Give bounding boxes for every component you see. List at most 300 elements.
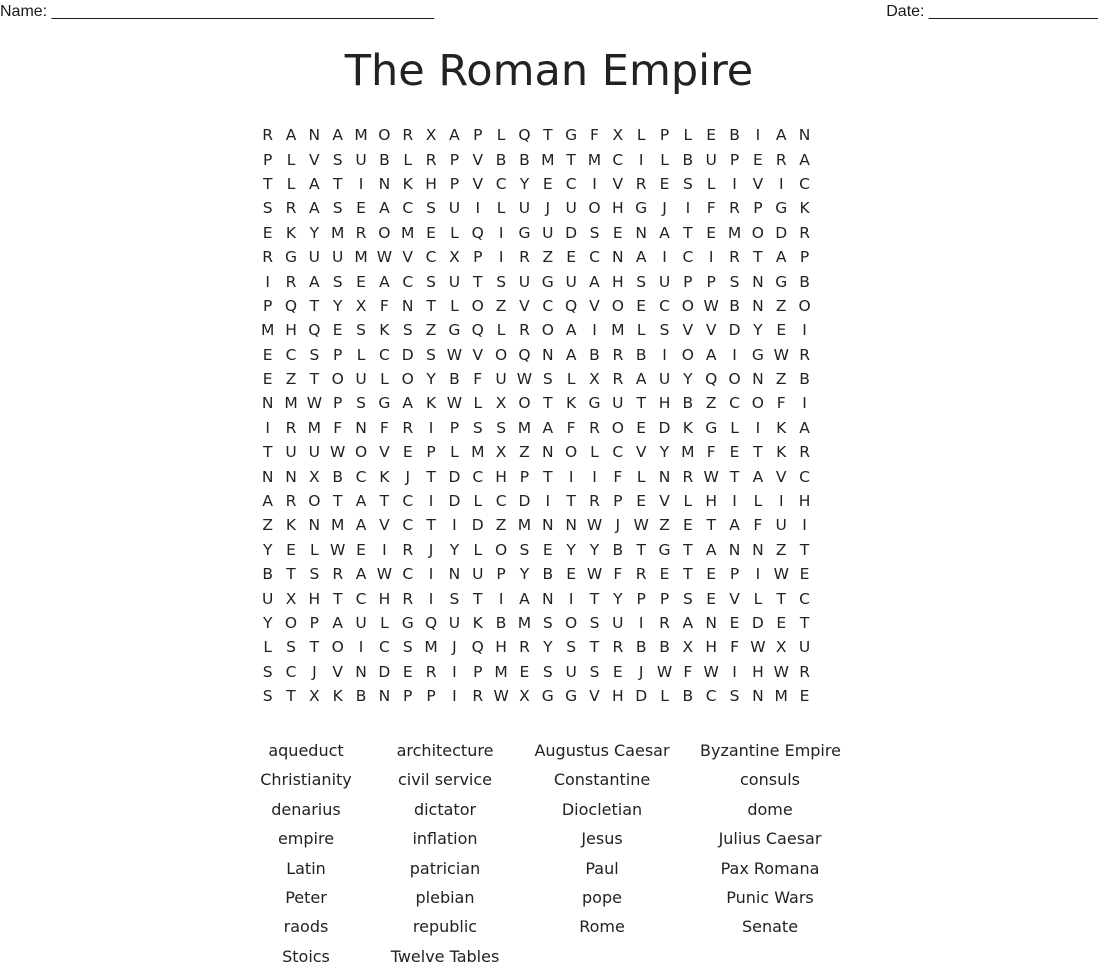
grid-letter: L: [380, 370, 389, 389]
grid-letter: F: [613, 467, 623, 486]
word-bank-item: Twelve Tables: [390, 946, 500, 966]
grid-letter: D: [518, 492, 531, 511]
grid-letter: A: [799, 418, 810, 437]
grid-letter: Z: [542, 248, 554, 267]
grid-letter: W: [446, 345, 463, 364]
grid-letter: O: [611, 418, 624, 437]
grid-letter: T: [332, 492, 343, 511]
grid-row: [256, 440, 816, 464]
grid-letter: R: [472, 687, 484, 706]
grid-letter: Q: [565, 296, 578, 315]
grid-letter: V: [682, 321, 694, 340]
grid-row: [256, 416, 816, 440]
grid-letter: E: [356, 272, 366, 291]
grid-letter: A: [355, 516, 367, 535]
grid-letter: R: [612, 345, 624, 364]
grid-letter: N: [401, 296, 414, 315]
grid-letter: R: [589, 492, 600, 511]
grid-letter: L: [730, 418, 739, 437]
grid-letter: I: [452, 687, 457, 706]
grid-letter: W: [376, 248, 393, 267]
grid-letter: H: [798, 492, 811, 511]
grid-letter: S: [542, 614, 553, 632]
grid-letter: T: [262, 174, 273, 193]
grid-letter: U: [542, 223, 554, 242]
grid-letter: A: [309, 272, 320, 291]
grid-letter: E: [706, 223, 717, 242]
grid-letter: Y: [262, 540, 273, 559]
grid-letter: D: [448, 492, 461, 511]
grid-letter: L: [450, 223, 459, 242]
grid-letter: G: [775, 199, 788, 218]
word-bank-item: Byzantine Empire: [700, 741, 841, 760]
word-bank-item: plebian: [415, 887, 475, 907]
grid-letter: E: [706, 126, 717, 145]
grid-letter: O: [308, 492, 321, 511]
grid-letter: C: [378, 345, 390, 364]
grid-letter: N: [355, 662, 367, 681]
grid-letter: U: [355, 150, 367, 169]
grid-letter: G: [541, 687, 554, 706]
grid-letter: S: [729, 272, 740, 291]
grid-letter: R: [519, 248, 530, 267]
grid-letter: T: [309, 370, 320, 389]
grid-letter: C: [659, 296, 670, 315]
grid-letter: R: [262, 126, 274, 145]
grid-letter: Z: [775, 296, 787, 315]
date-field: Date: ___________________: [886, 3, 1098, 20]
grid-letter: W: [750, 638, 766, 657]
grid-letter: P: [449, 150, 460, 169]
grid-letter: B: [635, 638, 647, 657]
grid-letter: U: [612, 394, 624, 413]
grid-letter: U: [308, 248, 321, 267]
grid-letter: I: [382, 540, 387, 559]
grid-letter: R: [425, 662, 437, 681]
grid-row: [256, 147, 816, 171]
grid-letter: T: [636, 394, 646, 413]
grid-letter: M: [611, 321, 625, 340]
grid-letter: E: [729, 443, 740, 462]
grid-letter: D: [751, 614, 764, 632]
grid-letter: E: [262, 370, 273, 389]
grid-letter: B: [729, 296, 740, 315]
grid-letter: R: [402, 540, 414, 559]
grid-letter: C: [355, 467, 367, 486]
grid-letter: I: [662, 248, 667, 267]
grid-letter: C: [402, 492, 414, 511]
grid-letter: G: [518, 223, 531, 242]
grid-letter: Q: [284, 296, 298, 315]
word-bank-item: dome: [747, 799, 793, 819]
grid-letter: P: [659, 589, 670, 608]
grid-letter: I: [592, 321, 597, 340]
grid-letter: T: [543, 126, 553, 145]
grid-letter: T: [543, 394, 553, 413]
grid-letter: K: [799, 199, 810, 218]
grid-letter: Y: [449, 540, 460, 559]
grid-letter: S: [589, 223, 600, 242]
grid-letter: H: [705, 492, 718, 511]
word-bank-item: Paul: [585, 858, 619, 878]
grid-letter: B: [495, 614, 507, 632]
grid-letter: Z: [775, 540, 787, 559]
grid-letter: H: [612, 272, 624, 291]
grid-letter: I: [685, 199, 691, 218]
grid-letter: A: [589, 272, 600, 291]
grid-letter: L: [566, 370, 576, 389]
grid-letter: Y: [683, 370, 693, 389]
grid-letter: R: [799, 443, 810, 462]
grid-letter: E: [262, 223, 273, 242]
grid-letter: R: [682, 467, 694, 486]
grid-row: [256, 343, 816, 367]
word-bank-item: republic: [412, 917, 478, 937]
grid-row: [256, 367, 816, 391]
grid-letter: P: [519, 467, 530, 486]
grid-letter: T: [566, 150, 576, 169]
grid-letter: V: [775, 467, 787, 486]
grid-letter: X: [309, 467, 320, 486]
grid-letter: P: [403, 687, 413, 706]
grid-letter: B: [729, 126, 740, 145]
grid-letter: G: [775, 272, 788, 291]
grid-letter: A: [519, 589, 530, 608]
grid-letter: R: [799, 662, 810, 681]
grid-letter: C: [612, 443, 624, 462]
grid-letter: S: [542, 662, 553, 681]
grid-letter: W: [516, 370, 533, 389]
grid-letter: O: [565, 443, 578, 462]
grid-letter: S: [449, 589, 460, 608]
grid-letter: F: [379, 296, 389, 315]
grid-letter: O: [331, 638, 344, 657]
grid-letter: J: [662, 199, 667, 218]
grid-letter: O: [798, 296, 811, 315]
grid-letter: V: [589, 296, 600, 315]
grid-letter: P: [473, 662, 483, 681]
word-bank-item: Augustus Caesar: [534, 741, 670, 760]
grid-letter: T: [426, 296, 436, 315]
grid-letter: S: [496, 272, 507, 291]
grid-letter: K: [776, 418, 787, 437]
grid-letter: S: [286, 638, 296, 657]
grid-letter: I: [265, 272, 270, 291]
grid-letter: W: [773, 565, 789, 584]
grid-letter: V: [472, 150, 484, 169]
grid-letter: N: [261, 467, 274, 486]
grid-letter: Z: [495, 296, 507, 315]
grid-letter: C: [542, 296, 554, 315]
grid-letter: Z: [285, 370, 297, 389]
grid-letter: Y: [566, 540, 576, 559]
grid-letter: C: [705, 687, 717, 706]
grid-letter: N: [798, 126, 811, 145]
grid-letter: O: [681, 345, 694, 364]
grid-letter: Y: [309, 223, 320, 242]
grid-letter: G: [448, 321, 461, 340]
grid-letter: C: [495, 174, 507, 193]
grid-letter: S: [426, 345, 436, 364]
grid-letter: K: [682, 418, 693, 437]
grid-letter: O: [378, 223, 391, 242]
grid-letter: A: [565, 345, 577, 364]
grid-letter: U: [448, 272, 461, 291]
grid-letter: A: [705, 540, 717, 559]
grid-letter: P: [449, 174, 460, 193]
grid-letter: W: [493, 687, 509, 706]
grid-letter: A: [705, 345, 717, 364]
grid-letter: A: [729, 516, 740, 535]
grid-letter: D: [401, 345, 414, 364]
word-bank-item: empire: [277, 829, 335, 849]
grid-letter: W: [656, 662, 673, 681]
grid-letter: P: [729, 150, 740, 169]
grid-letter: I: [498, 223, 504, 242]
grid-letter: P: [753, 199, 763, 218]
grid-letter: S: [332, 150, 343, 169]
grid-letter: U: [495, 370, 507, 389]
word-bank-item: consuls: [740, 770, 800, 790]
grid-letter: B: [495, 150, 507, 169]
grid-letter: A: [309, 174, 320, 193]
grid-row: [256, 464, 816, 488]
grid-letter: X: [519, 687, 530, 706]
grid-letter: L: [473, 540, 483, 559]
grid-letter: O: [495, 345, 508, 364]
grid-letter: S: [402, 638, 413, 657]
grid-letter: C: [495, 492, 507, 511]
grid-letter: K: [402, 174, 413, 193]
grid-letter: R: [799, 223, 810, 242]
grid-letter: A: [682, 614, 694, 632]
grid-letter: U: [472, 565, 484, 584]
grid-letter: A: [332, 614, 343, 632]
grid-letter: E: [519, 662, 530, 681]
grid-letter: N: [612, 248, 624, 267]
grid-letter: F: [473, 370, 483, 389]
grid-letter: S: [589, 662, 600, 681]
grid-letter: U: [798, 638, 811, 657]
grid-letter: T: [753, 248, 763, 267]
grid-letter: X: [495, 394, 507, 413]
grid-letter: R: [635, 174, 647, 193]
grid-letter: R: [285, 492, 297, 511]
grid-letter: H: [495, 638, 507, 657]
grid-letter: M: [517, 516, 532, 535]
grid-letter: H: [378, 589, 391, 608]
grid-letter: W: [376, 565, 393, 584]
grid-letter: X: [775, 638, 787, 657]
grid-letter: C: [682, 248, 694, 267]
grid-letter: L: [473, 492, 483, 511]
grid-letter: G: [658, 540, 671, 559]
grid-letter: H: [308, 589, 321, 608]
grid-letter: O: [471, 296, 484, 315]
grid-letter: L: [450, 443, 459, 462]
grid-letter: M: [517, 418, 532, 437]
grid-letter: D: [565, 223, 578, 242]
grid-letter: N: [752, 272, 764, 291]
grid-letter: E: [776, 321, 787, 340]
grid-letter: E: [799, 565, 810, 584]
grid-letter: B: [542, 565, 554, 584]
grid-letter: S: [729, 687, 740, 706]
grid-row: [256, 172, 816, 196]
grid-letter: I: [498, 248, 504, 267]
grid-letter: N: [448, 565, 461, 584]
grid-letter: A: [799, 150, 810, 169]
grid-row: [256, 269, 816, 293]
grid-letter: L: [403, 150, 413, 169]
grid-letter: F: [379, 418, 389, 437]
grid-letter: L: [636, 467, 646, 486]
grid-letter: B: [355, 687, 367, 706]
grid-letter: U: [658, 272, 671, 291]
grid-letter: T: [543, 467, 553, 486]
grid-letter: K: [285, 516, 297, 535]
grid-letter: U: [705, 150, 717, 169]
grid-letter: I: [755, 565, 761, 584]
grid-letter: J: [312, 662, 317, 681]
grid-letter: R: [729, 248, 740, 267]
grid-letter: J: [545, 199, 551, 218]
grid-letter: K: [425, 394, 437, 413]
grid-letter: E: [612, 662, 623, 681]
word-bank-item: aqueduct: [268, 741, 344, 760]
grid-letter: N: [752, 370, 764, 389]
grid-letter: D: [635, 687, 648, 706]
grid-letter: M: [424, 638, 438, 657]
grid-letter: S: [496, 418, 507, 437]
grid-letter: I: [452, 662, 457, 681]
grid-letter: U: [518, 272, 531, 291]
grid-letter: C: [378, 638, 390, 657]
grid-letter: T: [776, 589, 786, 608]
grid-letter: Q: [471, 638, 484, 657]
grid-letter: P: [636, 589, 646, 608]
grid-letter: S: [659, 321, 670, 340]
grid-letter: I: [708, 248, 714, 267]
grid-letter: N: [378, 687, 391, 706]
grid-letter: C: [402, 565, 414, 584]
grid-letter: D: [471, 516, 484, 535]
grid-letter: M: [354, 126, 368, 145]
grid-letter: C: [472, 467, 484, 486]
grid-letter: Y: [589, 540, 600, 559]
grid-letter: F: [776, 394, 786, 413]
grid-letter: S: [262, 662, 273, 681]
grid-letter: R: [659, 614, 670, 632]
grid-letter: T: [566, 492, 576, 511]
grid-letter: B: [635, 345, 647, 364]
grid-letter: S: [356, 321, 366, 340]
grid-letter: R: [519, 638, 530, 657]
grid-letter: L: [263, 638, 272, 657]
grid-letter: A: [262, 492, 273, 511]
grid-letter: A: [355, 492, 367, 511]
grid-letter: V: [472, 345, 484, 364]
grid-letter: F: [590, 126, 599, 145]
grid-letter: N: [378, 174, 391, 193]
grid-letter: R: [285, 199, 297, 218]
grid-letter: I: [428, 565, 434, 584]
grid-letter: K: [776, 443, 787, 462]
grid-letter: S: [332, 272, 343, 291]
grid-letter: M: [681, 443, 695, 462]
grid-letter: W: [586, 565, 603, 584]
grid-letter: D: [728, 321, 741, 340]
grid-letter: O: [611, 296, 624, 315]
grid-row: [256, 123, 816, 147]
grid-letter: I: [755, 418, 761, 437]
grid-letter: Y: [519, 565, 530, 584]
grid-letter: J: [615, 516, 621, 535]
word-bank-item: Constantine: [553, 770, 651, 790]
page-title: The Roman Empire: [344, 46, 754, 96]
grid-letter: C: [799, 174, 810, 193]
grid-letter: I: [358, 638, 364, 657]
grid-letter: A: [355, 565, 367, 584]
grid-letter: L: [286, 174, 296, 193]
grid-letter: P: [729, 565, 740, 584]
grid-letter: L: [660, 150, 669, 169]
grid-letter: P: [426, 443, 436, 462]
grid-letter: Z: [705, 394, 717, 413]
grid-letter: E: [542, 174, 553, 193]
grid-letter: D: [378, 662, 391, 681]
grid-letter: O: [331, 370, 344, 389]
grid-letter: V: [309, 150, 320, 169]
grid-letter: T: [799, 614, 810, 632]
grid-letter: O: [751, 223, 764, 242]
grid-letter: B: [379, 150, 390, 169]
grid-letter: S: [426, 199, 436, 218]
grid-letter: X: [425, 126, 437, 145]
grid-letter: G: [565, 687, 578, 706]
grid-letter: N: [752, 687, 764, 706]
grid-letter: L: [636, 126, 646, 145]
grid-letter: I: [802, 321, 807, 340]
grid-letter: L: [496, 199, 506, 218]
grid-letter: U: [518, 199, 531, 218]
grid-letter: J: [405, 467, 411, 486]
grid-letter: L: [753, 589, 763, 608]
grid-letter: M: [541, 150, 555, 169]
grid-letter: A: [402, 394, 414, 413]
grid-letter: N: [541, 516, 554, 535]
grid-letter: F: [333, 418, 343, 437]
grid-letter: O: [728, 370, 741, 389]
grid-letter: V: [379, 516, 390, 535]
grid-letter: I: [358, 174, 364, 193]
grid-letter: N: [635, 223, 647, 242]
grid-letter: N: [541, 345, 554, 364]
grid-letter: A: [379, 272, 390, 291]
grid-letter: T: [683, 565, 693, 584]
word-bank-item: Jesus: [581, 829, 623, 849]
grid-letter: S: [472, 418, 483, 437]
grid-letter: B: [682, 394, 694, 413]
grid-letter: V: [612, 174, 624, 193]
grid-letter: A: [635, 370, 647, 389]
grid-letter: A: [659, 223, 670, 242]
word-bank-item: Diocletian: [561, 799, 643, 819]
grid-row: [256, 196, 816, 220]
grid-letter: L: [683, 492, 693, 511]
grid-letter: A: [635, 248, 647, 267]
grid-letter: M: [517, 614, 532, 632]
